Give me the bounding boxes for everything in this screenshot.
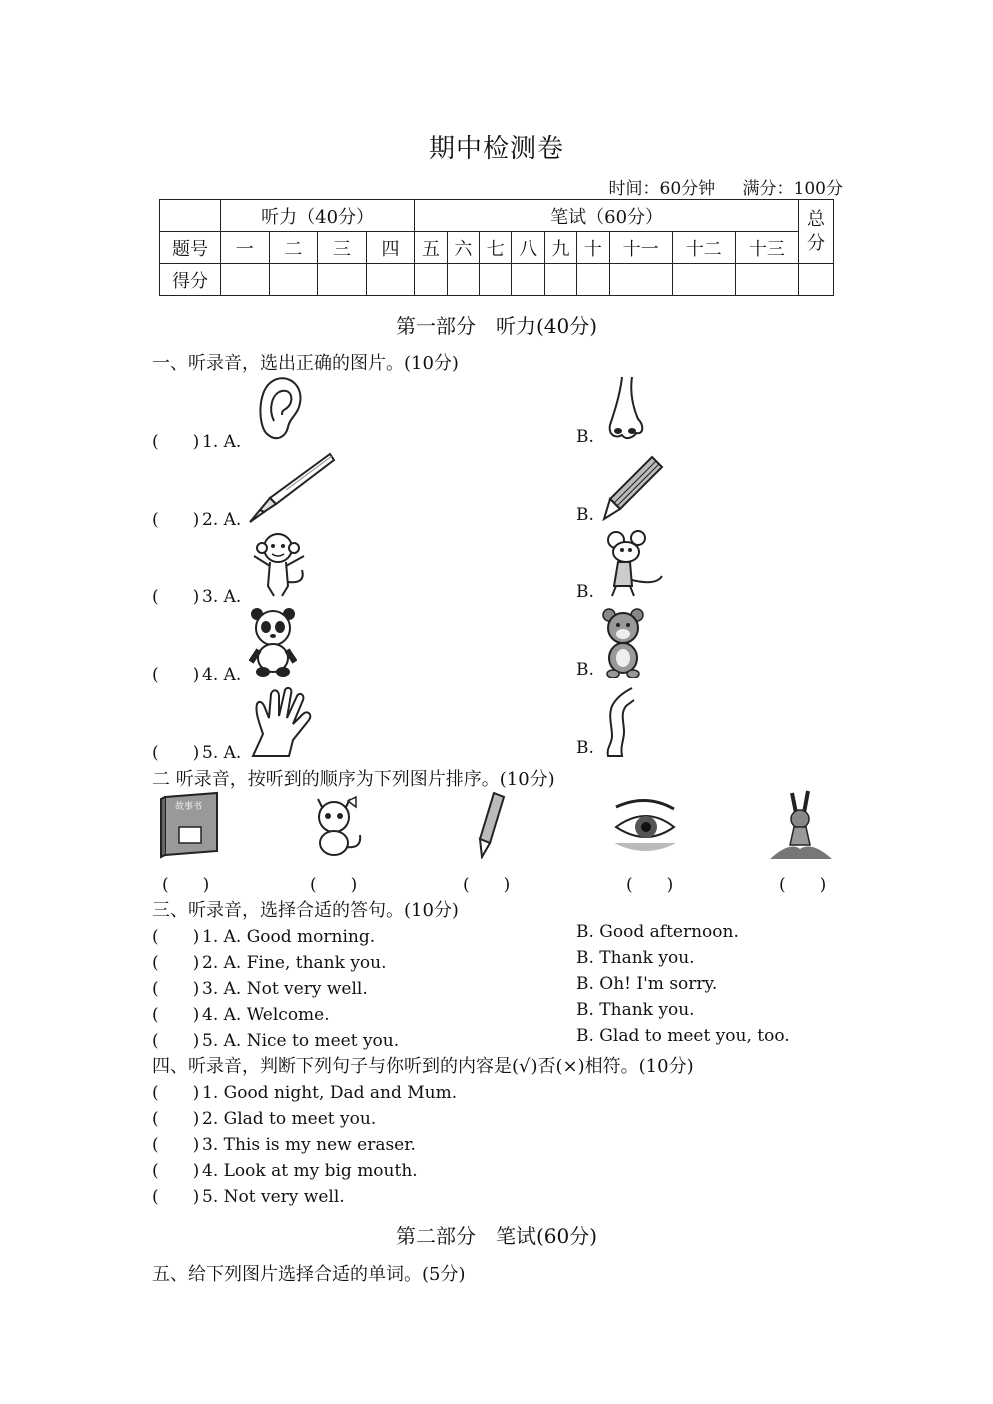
score-cell[interactable] bbox=[221, 264, 270, 296]
option-a-label: 1. A. bbox=[202, 432, 242, 452]
s4-item-4 bbox=[152, 1156, 418, 1181]
option-b: B. Glad to meet you, too. bbox=[576, 1026, 790, 1046]
s3-item-4 bbox=[152, 1000, 330, 1025]
answer-blank[interactable]: ( ) bbox=[152, 1005, 200, 1025]
score-table-corner bbox=[160, 200, 221, 232]
answer-blank[interactable]: ( ) bbox=[152, 432, 200, 452]
s1-item-2 bbox=[152, 505, 241, 530]
pen-icon bbox=[246, 450, 336, 526]
pencil-icon bbox=[602, 453, 666, 521]
panda-icon bbox=[249, 606, 297, 678]
order-blank[interactable]: ( ) bbox=[310, 875, 358, 895]
order-blank[interactable]: ( ) bbox=[162, 875, 210, 895]
book-title: 故事书 bbox=[175, 802, 203, 812]
answer-blank[interactable]: ( ) bbox=[152, 1161, 200, 1181]
answer-blank[interactable]: ( ) bbox=[152, 587, 200, 607]
option-b: B. Oh! I'm sorry. bbox=[576, 974, 718, 994]
s3-item-3 bbox=[152, 974, 368, 999]
answer-blank[interactable]: ( ) bbox=[152, 743, 200, 763]
ear-icon bbox=[252, 373, 308, 445]
s4-item-2 bbox=[152, 1104, 376, 1129]
full-score: 满分：100分 bbox=[742, 179, 843, 199]
bear-icon bbox=[600, 606, 646, 678]
monkey-icon bbox=[248, 530, 310, 600]
q-number: 四 bbox=[366, 232, 415, 264]
option-a: 5. A. Nice to meet you. bbox=[202, 1031, 400, 1051]
statement: 4. Look at my big mouth. bbox=[202, 1161, 418, 1181]
score-cell[interactable] bbox=[672, 264, 735, 296]
order-blank[interactable]: ( ) bbox=[626, 875, 674, 895]
score-cell[interactable] bbox=[447, 264, 479, 296]
answer-blank[interactable]: ( ) bbox=[152, 1187, 200, 1207]
statement: 1. Good night, Dad and Mum. bbox=[202, 1083, 458, 1103]
writing-header: 笔试（60分） bbox=[415, 200, 799, 232]
q-number: 十一 bbox=[609, 232, 672, 264]
option-a-label: 4. A. bbox=[202, 665, 242, 685]
s1-item-3 bbox=[152, 582, 241, 607]
time-limit: 时间：60分钟 bbox=[608, 179, 716, 199]
q-number: 十三 bbox=[735, 232, 798, 264]
arm-icon bbox=[602, 686, 636, 758]
s1-item-4 bbox=[152, 660, 241, 685]
answer-blank[interactable]: ( ) bbox=[152, 1109, 200, 1129]
option-a-label: 3. A. bbox=[202, 587, 242, 607]
score-cell[interactable] bbox=[609, 264, 672, 296]
option-b-label: B. bbox=[576, 738, 594, 758]
option-b: B. Thank you. bbox=[576, 948, 695, 968]
score-cell[interactable] bbox=[544, 264, 576, 296]
section-5-title: 五、给下列图片选择合适的单词。(5分) bbox=[152, 1264, 466, 1285]
part-one-heading: 第一部分 听力(40分) bbox=[395, 314, 598, 338]
q-number: 五 bbox=[415, 232, 447, 264]
q-number: 六 bbox=[447, 232, 479, 264]
answer-blank[interactable]: ( ) bbox=[152, 1083, 200, 1103]
option-a: 2. A. Fine, thank you. bbox=[202, 953, 387, 973]
option-a: 3. A. Not very well. bbox=[202, 979, 368, 999]
score-cell[interactable] bbox=[269, 264, 318, 296]
statement: 2. Glad to meet you. bbox=[202, 1109, 377, 1129]
s4-item-5 bbox=[152, 1182, 345, 1207]
total-header: 总 分 bbox=[799, 200, 834, 264]
option-b-label: B. bbox=[576, 505, 594, 525]
q-number: 二 bbox=[269, 232, 318, 264]
option-b: B. Good afternoon. bbox=[576, 922, 739, 942]
hand-icon bbox=[249, 686, 315, 758]
q-number: 九 bbox=[544, 232, 576, 264]
score-cell[interactable] bbox=[735, 264, 798, 296]
answer-blank[interactable]: ( ) bbox=[152, 953, 200, 973]
answer-blank[interactable]: ( ) bbox=[152, 665, 200, 685]
answer-blank[interactable]: ( ) bbox=[152, 979, 200, 999]
section-4-title: 四、听录音，判断下列句子与你听到的内容是(√)否(×)相符。(10分) bbox=[152, 1056, 694, 1077]
option-a: 4. A. Welcome. bbox=[202, 1005, 330, 1025]
option-b-label: B. bbox=[576, 582, 594, 602]
answer-blank[interactable]: ( ) bbox=[152, 1031, 200, 1051]
s4-item-1 bbox=[152, 1078, 457, 1103]
option-a-label: 2. A. bbox=[202, 510, 242, 530]
listening-header: 听力（40分） bbox=[221, 200, 415, 232]
answer-blank[interactable]: ( ) bbox=[152, 1135, 200, 1155]
q-number: 八 bbox=[512, 232, 544, 264]
row-label-number: 题号 bbox=[160, 232, 221, 264]
q-number: 十二 bbox=[672, 232, 735, 264]
option-a: 1. A. Good morning. bbox=[202, 927, 376, 947]
mouse-icon bbox=[602, 530, 666, 600]
part-two-heading: 第二部分 笔试(60分) bbox=[395, 1224, 598, 1248]
statement: 5. Not very well. bbox=[202, 1187, 345, 1207]
score-cell[interactable] bbox=[577, 264, 609, 296]
answer-blank[interactable]: ( ) bbox=[152, 927, 200, 947]
answer-blank[interactable]: ( ) bbox=[152, 510, 200, 530]
s3-item-2 bbox=[152, 948, 387, 973]
option-b-label: B. bbox=[576, 427, 594, 447]
section-2-title: 二 听录音，按听到的顺序为下列图片排序。(10分) bbox=[152, 769, 555, 790]
statement: 3. This is my new eraser. bbox=[202, 1135, 416, 1155]
s3-item-5 bbox=[152, 1026, 399, 1051]
score-table bbox=[159, 199, 834, 296]
s3-item-1 bbox=[152, 922, 375, 947]
score-cell[interactable] bbox=[415, 264, 447, 296]
section-1-title: 一、听录音，选出正确的图片。(10分) bbox=[152, 353, 459, 374]
s4-item-3 bbox=[152, 1130, 416, 1155]
score-cell[interactable] bbox=[366, 264, 415, 296]
cat-icon bbox=[302, 791, 372, 859]
rabbit-icon bbox=[770, 789, 832, 861]
order-blank[interactable]: ( ) bbox=[463, 875, 511, 895]
q-number: 三 bbox=[318, 232, 367, 264]
pencil-icon bbox=[472, 791, 508, 859]
q-number: 七 bbox=[480, 232, 512, 264]
row-label-score: 得分 bbox=[160, 264, 221, 296]
score-cell[interactable] bbox=[318, 264, 367, 296]
option-b: B. Thank you. bbox=[576, 1000, 695, 1020]
score-cell[interactable] bbox=[512, 264, 544, 296]
s1-item-1 bbox=[152, 427, 241, 452]
option-b-label: B. bbox=[576, 660, 594, 680]
section-3-title: 三、听录音，选择合适的答句。(10分) bbox=[152, 900, 459, 921]
score-cell[interactable] bbox=[480, 264, 512, 296]
eye-icon bbox=[612, 797, 678, 857]
score-cell[interactable] bbox=[799, 264, 834, 296]
order-blank[interactable]: ( ) bbox=[779, 875, 827, 895]
s1-item-5 bbox=[152, 738, 241, 763]
nose-icon bbox=[604, 375, 646, 443]
q-number: 一 bbox=[221, 232, 270, 264]
exam-meta bbox=[587, 174, 844, 199]
option-a-label: 5. A. bbox=[202, 743, 242, 763]
storybook-icon bbox=[157, 791, 223, 859]
page-title: 期中检测卷 bbox=[428, 134, 564, 164]
q-number: 十 bbox=[577, 232, 609, 264]
